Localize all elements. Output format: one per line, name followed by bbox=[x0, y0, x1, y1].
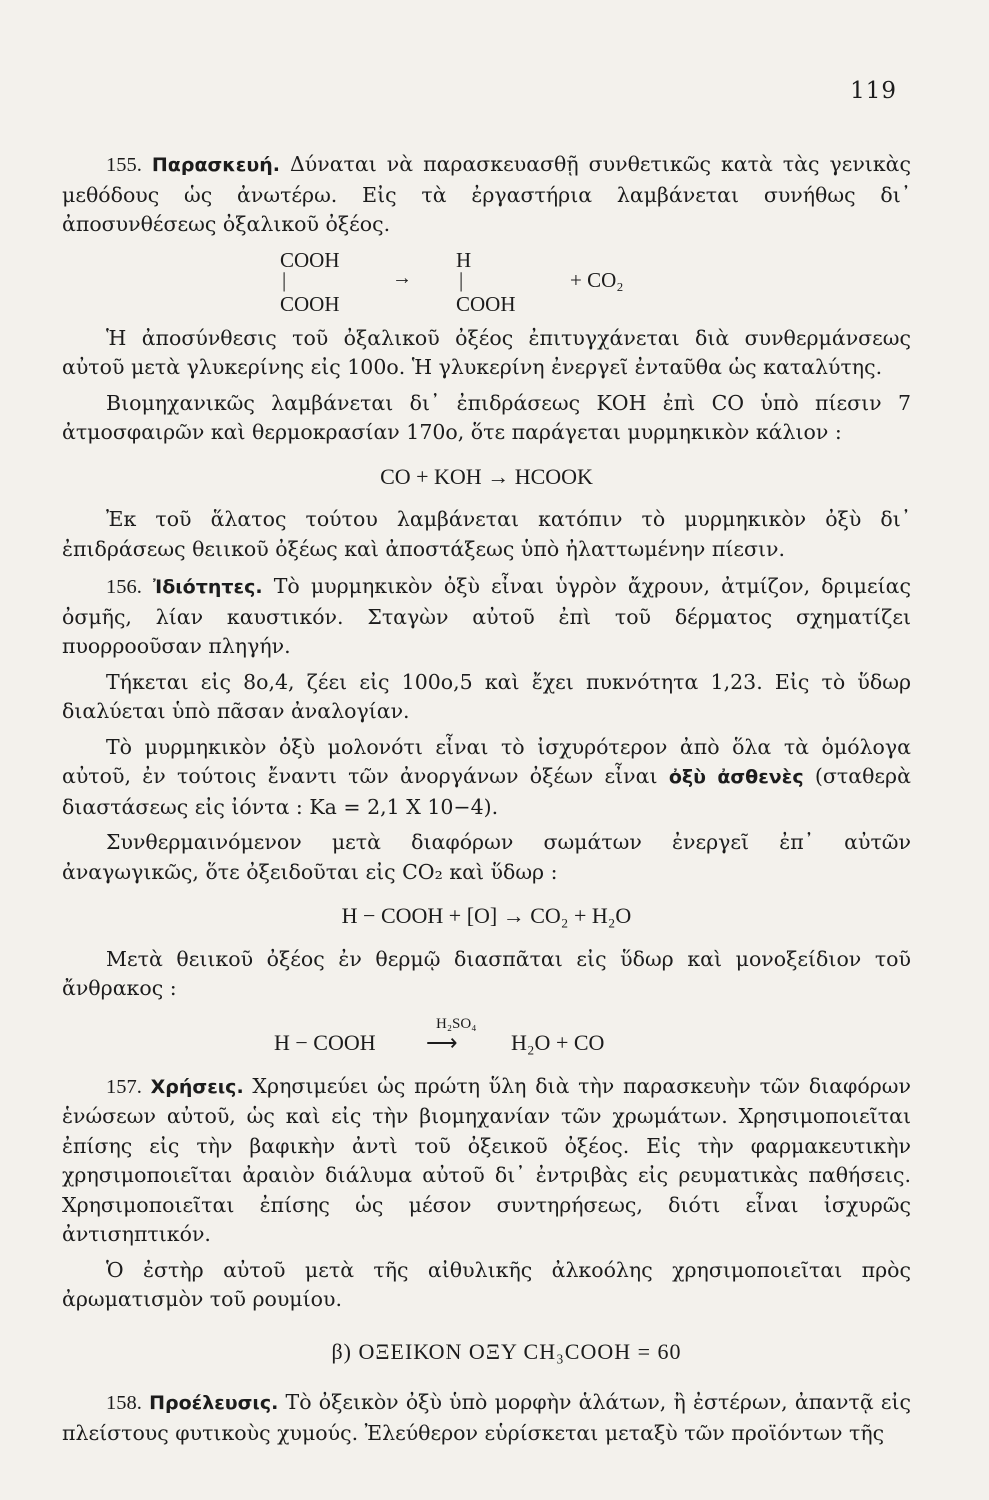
weak-acid-term: ὀξὺ ἀσθενὲς bbox=[668, 766, 804, 788]
formula-bond: | bbox=[282, 267, 287, 292]
paragraph-157 bbox=[62, 1072, 911, 1250]
section-number: 155. bbox=[106, 154, 142, 176]
formula-co2: + CO₂ bbox=[570, 267, 624, 292]
paragraph-ester: Ὁ ἐστὴρ αὐτοῦ μετὰ τῆς αἰθυλικῆς ἀλκοόλης χρησιμοποιεῖται πρὸς ἀρωματισμὸν τοῦ ρουμίου. bbox=[62, 1257, 911, 1311]
products: H₂O + CO bbox=[511, 1029, 605, 1055]
section-number: 158. bbox=[106, 1392, 142, 1414]
reaction-arrow: ⟶ bbox=[426, 1029, 458, 1055]
paragraph-text: Τὸ ὀξεικὸν ὀξὺ ὑπὸ μορφὴν ἁλάτων, ἢ ἐστέρων, ἀπαντᾷ εἰς πλείστους φυτικοὺς χυμούς. Ἐλεύθερον εὑρίσκεται μεταξὺ τῶν προϊόντων τῆς bbox=[62, 1390, 911, 1445]
page-body bbox=[62, 150, 911, 1454]
paragraph-text: Τὸ μυρμηκικὸν ὀξὺ μολονότι εἶναι τὸ ἰσχυρότερον ἀπὸ ὅλα τὰ ὁμόλογα αὐτοῦ, ἐν τούτοις ἔναντι τῶν ἀνοργάνων ὀξέων εἶναι bbox=[62, 734, 911, 788]
formula-cooh-top: COOH bbox=[280, 247, 340, 272]
paragraph-acidity bbox=[62, 733, 911, 823]
section-title-uses: Χρήσεις. bbox=[150, 1075, 244, 1098]
formula-cooh-product: COOH bbox=[456, 291, 516, 316]
paragraph-salt: Ἐκ τοῦ ἅλατος τούτου λαμβάνεται κατόπιν τὸ μυρμηκικὸν ὀξὺ δι᾽ ἐπιδράσεως θειικοῦ ὀξέως καὶ ἀποστάξεως ὑπὸ ἠλαττωμένην πίεσιν. bbox=[62, 507, 911, 561]
paragraph-155 bbox=[62, 150, 911, 240]
paragraph-156 bbox=[62, 572, 911, 662]
formula-h: H bbox=[456, 247, 472, 272]
catalyst-label: H₂SO₄ bbox=[436, 1015, 477, 1032]
section-number: 157. bbox=[106, 1075, 142, 1098]
page-number: 119 bbox=[850, 78, 897, 104]
section-title-preparation: Παρασκευή. bbox=[151, 154, 280, 176]
formula-cooh-bottom: COOH bbox=[280, 291, 340, 316]
formula-bond: | bbox=[459, 267, 464, 292]
equation-koh: CO + KOH → HCOOK bbox=[380, 463, 593, 489]
paragraph-text: Δύναται νὰ παρασκευασθῇ συνθετικῶς κατὰ τὰς γενικὰς μεθόδους ὡς ἀνωτέρω. Εἰς τὰ ἐργαστήρια λαμβάνεται συνήθως δι᾽ ἀποσυνθέσεως ὀξαλικοῦ ὀξέος. bbox=[62, 152, 911, 236]
subheading-acetic-acid: β) ΟΞΕΙΚΟΝ ΟΞΥ CH₃COOH = 60 bbox=[331, 1338, 682, 1364]
paragraph-158 bbox=[62, 1388, 911, 1448]
section-title-properties: Ἰδιότητες. bbox=[153, 576, 263, 598]
reaction-arrow: → bbox=[392, 266, 412, 289]
paragraph-text: Χρησιμεύει ὡς πρώτη ὕλη διὰ τὴν παρασκευὴν τῶν διαφόρων ἑνώσεων αὐτοῦ, ὡς καὶ εἰς τὴν βιομηχανίαν τῶν χρωμάτων. Χρησιμοποιεῖται ἐπίσης εἰς τὴν βαφικὴν ἀντὶ τοῦ ὀξεικοῦ ὀξέος. Εἰς τὴν φαρμακευτικὴν χρησιμοποιεῖται ἀραιὸν διάλυμα αὐτοῦ δι᾽ ἐντριβὰς εἰς ρευματικὰς παθήσεις. Χρησιμοποιεῖται ἐπίσης ὡς μέσον συντηρήσεως, διότι εἶναι ἰσχυρῶς ἀντισηπτικόν. bbox=[62, 1073, 911, 1246]
reactant: H − COOH bbox=[274, 1029, 376, 1055]
paragraph-sulfuric: Μετὰ θειικοῦ ὀξέος ἐν θερμῷ διασπᾶται εἰς ὕδωρ καὶ μονοξείδιον τοῦ ἄνθρακος : bbox=[62, 946, 911, 1000]
paragraph-industrial: Βιομηχανικῶς λαμβάνεται δι᾽ ἐπιδράσεως ΚΟΗ ἐπὶ CO ὑπὸ πίεσιν 7 ἀτμοσφαιρῶν καὶ θερμοκρασίαν 170ο, ὅτε παράγεται μυρμηκικὸν κάλιον : bbox=[62, 390, 911, 444]
section-number: 156. bbox=[106, 576, 142, 598]
paragraph-glycerin: Ἡ ἀποσύνθεσις τοῦ ὀξαλικοῦ ὀξέος ἐπιτυγχάνεται διὰ συνθερμάνσεως αὐτοῦ μετὰ γλυκερίνης εἰς 100ο. Ἡ γλυκερίνη ἐνεργεῖ ἐνταῦθα ὡς καταλύτης. bbox=[62, 325, 911, 379]
paragraph-reducing: Συνθερμαινόμενον μετὰ διαφόρων σωμάτων ἐνεργεῖ ἐπ᾽ αὐτῶν ἀναγωγικῶς, ὅτε ὀξειδοῦται εἰς CO₂ καὶ ὕδωρ : bbox=[62, 830, 911, 884]
paragraph-melting: Τήκεται εἰς 8ο,4, ζέει εἰς 100ο,5 καὶ ἔχει πυκνότητα 1,23. Εἰς τὸ ὕδωρ διαλύεται ὑπὸ πᾶσαν ἀναλογίαν. bbox=[62, 669, 911, 723]
equation-oxidation: H − COOH + [O] → CO₂ + H₂O bbox=[341, 903, 632, 928]
paragraph-text: Τὸ μυρμηκικὸν ὀξὺ εἶναι ὑγρὸν ἄχρουν, ἀτμίζον, δριμείας ὀσμῆς, λίαν καυστικόν. Σταγὼν αὐτοῦ ἐπὶ τοῦ δέρματος σχηματίζει πυορροοῦσαν πληγήν. bbox=[62, 574, 911, 658]
equation-decomposition bbox=[62, 1010, 911, 1062]
paragraph-text: (σταθερὰ διαστάσεως εἰς ἰόντα : Ka = 2,1 X 10−4). bbox=[62, 764, 911, 819]
oxalic-decomposition-formula bbox=[62, 246, 911, 318]
section-title-origin: Προέλευσις. bbox=[149, 1392, 279, 1414]
